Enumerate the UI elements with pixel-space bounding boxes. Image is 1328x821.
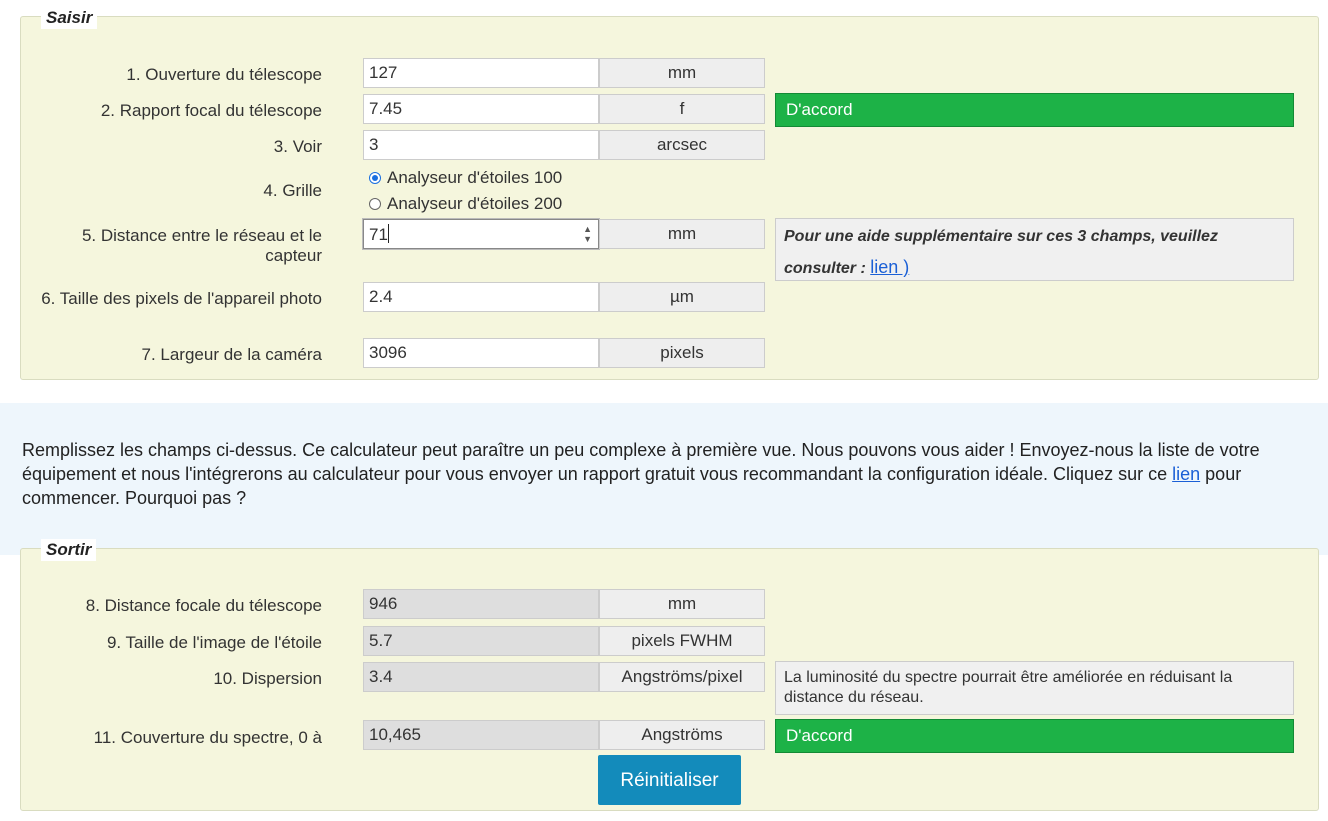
camera-width-label: 7. Largeur de la caméra: [141, 345, 322, 364]
coverage-output: 10,465: [363, 720, 599, 750]
help-note: [775, 218, 1294, 281]
aperture-input[interactable]: 127: [363, 58, 599, 88]
focal-length-label: 8. Distance focale du télescope: [85, 596, 322, 615]
star-size-label: 9. Taille de l'image de l'étoile: [106, 633, 322, 652]
input-legend: Saisir: [41, 7, 97, 29]
grating-label: 4. Grille: [263, 181, 322, 200]
text-caret: [388, 224, 389, 243]
help-note-link[interactable]: lien ): [870, 257, 910, 277]
spinner-arrows-icon[interactable]: ▲ ▼: [583, 224, 592, 244]
focal-ratio-unit: f: [599, 94, 765, 124]
aperture-unit: mm: [599, 58, 765, 88]
input-fieldset: [20, 8, 1319, 380]
reset-button[interactable]: Réinitialiser: [598, 755, 741, 805]
grating-distance-unit: mm: [599, 219, 765, 249]
focal-ratio-input[interactable]: 7.45: [363, 94, 599, 124]
info-link[interactable]: lien: [1172, 464, 1201, 484]
radio-unselected-icon[interactable]: [369, 198, 381, 210]
pixel-size-label: 6. Taille des pixels de l'appareil photo: [41, 289, 322, 308]
pixel-size-unit: µm: [599, 282, 765, 312]
info-text-body: Remplissez les champs ci-dessus. Ce calculateur peut paraître un peu complexe à première vue. Nous pouvons vous aider ! Envoyez-nous la liste de votre équipement et nous l'intégrerons au calculateur pour vous envoyer un rapport gratuit vous recommandant la configuration idéale. Cliquez sur ce: [22, 440, 1260, 484]
output-legend: Sortir: [41, 539, 96, 561]
focal-length-unit: mm: [599, 589, 765, 619]
coverage-label: 11. Couverture du spectre, 0 à: [93, 728, 322, 747]
camera-width-unit: pixels: [599, 338, 765, 368]
grating-distance-value: 71: [369, 225, 388, 244]
coverage-status: D'accord: [775, 719, 1294, 753]
seeing-unit: arcsec: [599, 130, 765, 160]
star-size-output: 5.7: [363, 626, 599, 656]
dispersion-output: 3.4: [363, 662, 599, 692]
pixel-size-input[interactable]: 2.4: [363, 282, 599, 312]
camera-width-input[interactable]: 3096: [363, 338, 599, 368]
help-note-text: Pour une aide supplémentaire sur ces 3 champs, veuillez consulter :: [784, 228, 1218, 277]
grating-option-100[interactable]: [369, 168, 562, 188]
seeing-input[interactable]: 3: [363, 130, 599, 160]
grating-option-100-label: Analyseur d'étoiles 100: [387, 168, 563, 187]
dispersion-label: 10. Dispersion: [213, 669, 322, 688]
focal-ratio-label: 2. Rapport focal du télescope: [100, 101, 322, 120]
grating-option-200[interactable]: [369, 194, 562, 214]
focal-length-output: 946: [363, 589, 599, 619]
radio-selected-icon[interactable]: [369, 172, 381, 184]
info-text-after: pour commencer. Pourquoi pas ?: [22, 464, 1242, 508]
seeing-label: 3. Voir: [273, 137, 322, 156]
star-size-unit: pixels FWHM: [599, 626, 765, 656]
info-text: [22, 438, 1317, 510]
grating-distance-label: 5. Distance entre le réseau et le capteur: [81, 226, 322, 265]
coverage-unit: Angströms: [599, 720, 765, 750]
dispersion-note: La luminosité du spectre pourrait être améliorée en réduisant la distance du réseau.: [775, 661, 1294, 715]
grating-option-200-label: Analyseur d'étoiles 200: [387, 194, 563, 213]
focal-ratio-status: D'accord: [775, 93, 1294, 127]
grating-distance-input[interactable]: [363, 219, 599, 249]
aperture-label: 1. Ouverture du télescope: [126, 65, 322, 84]
dispersion-unit: Angströms/pixel: [599, 662, 765, 692]
